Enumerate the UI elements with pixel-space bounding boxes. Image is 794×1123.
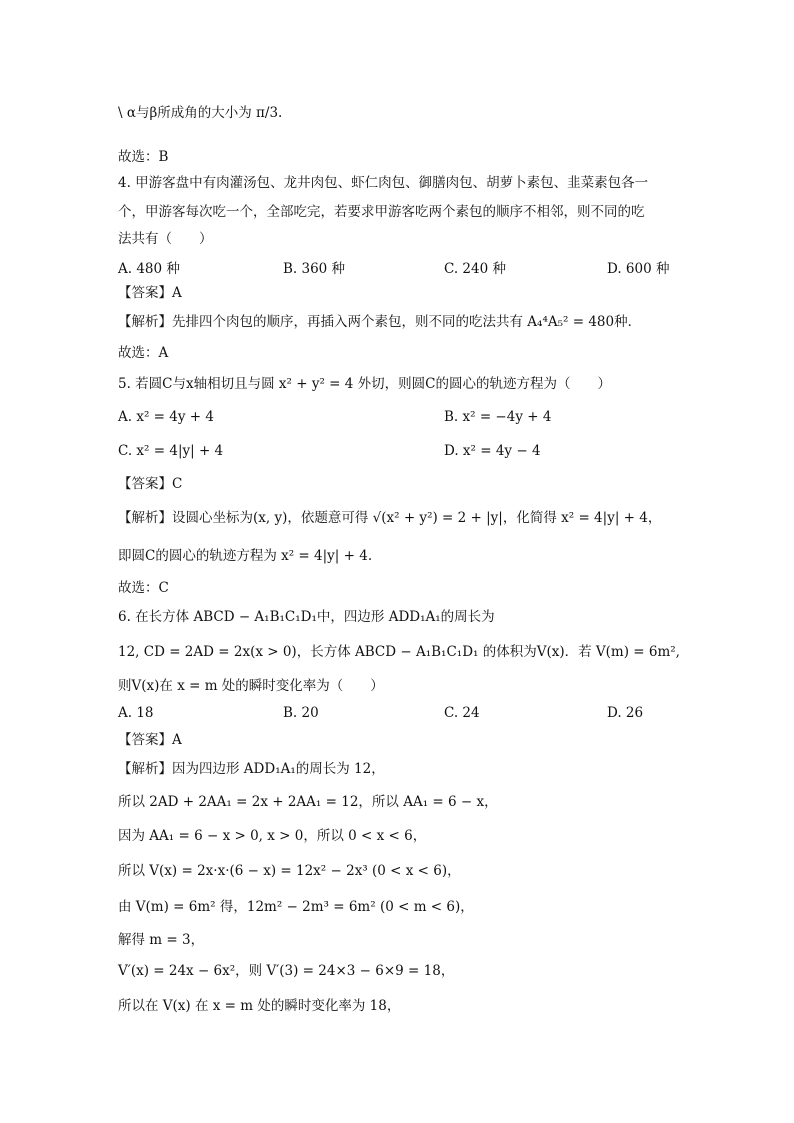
analysis-line: 【解析】设圆心坐标为(x, y)，依题意可得 √(x² + y²) = 2 + |y|，化简得 x² = 4|y| + 4， [118, 510, 662, 526]
text-line: 故选：A [118, 345, 169, 361]
option-d: D. 26 [607, 705, 644, 721]
text-line: \ α与β所成角的大小为 π/3. [118, 105, 283, 121]
answer-line: 【答案】A [118, 285, 182, 301]
analysis-line: 所以 2AD + 2AA₁ = 2x + 2AA₁ = 12，所以 AA₁ = 6 − x， [118, 794, 498, 810]
question-4-stem: 个，甲游客每次吃一个，全部吃完，若要求甲游客吃两个素包的顺序不相邻，则不同的吃 [118, 204, 645, 220]
option-a: A. x² = 4y + 4 [118, 409, 214, 425]
question-5-stem: 5. 若圆C与x轴相切且与圆 x² + y² = 4 外切，则圆C的圆心的轨迹方程为（ ） [118, 376, 611, 392]
option-d: D. x² = 4y − 4 [444, 443, 541, 459]
text-line: 故选：B [118, 149, 169, 165]
option-c: C. x² = 4|y| + 4 [118, 443, 224, 459]
option-c: C. 240 种 [444, 261, 506, 277]
option-d: D. 600 种 [607, 261, 670, 277]
question-4-stem: 4. 甲游客盘中有肉灌汤包、龙井肉包、虾仁肉包、御膳肉包、胡萝卜素包、韭菜素包各一 [118, 175, 649, 191]
analysis-line: 即圆C的圆心的轨迹方程为 x² = 4|y| + 4. [118, 548, 373, 564]
option-b: B. 360 种 [283, 261, 346, 277]
option-b: B. x² = −4y + 4 [444, 409, 552, 425]
question-6-stem: 12, CD = 2AD = 2x(x > 0)，长方体 ABCD − A₁B₁C₁D₁ 的体积为V(x)．若 V(m) = 6m², [118, 644, 680, 660]
question-4-stem: 法共有（ ） [118, 231, 213, 247]
analysis-line: 解得 m = 3， [118, 932, 205, 948]
option-c: C. 24 [444, 705, 480, 721]
answer-line: 【答案】C [118, 476, 183, 492]
analysis-line: V′(x) = 24x − 6x²，则 V′(3) = 24×3 − 6×9 = 18， [118, 963, 455, 979]
option-a: A. 480 种 [118, 261, 180, 277]
question-6-stem: 6. 在长方体 ABCD − A₁B₁C₁D₁中，四边形 ADD₁A₁的周长为 [118, 609, 495, 625]
analysis-line: 所以 V(x) = 2x·x·(6 − x) = 12x² − 2x³ (0 < x < 6)， [118, 863, 461, 879]
option-a: A. 18 [118, 705, 154, 721]
answer-line: 【答案】A [118, 732, 182, 748]
analysis-line: 【解析】先排四个肉包的顺序，再插入两个素包，则不同的吃法共有 A₄⁴A₅² = 480种． [118, 314, 642, 330]
option-b: B. 20 [283, 705, 319, 721]
analysis-line: 【解析】因为四边形 ADD₁A₁的周长为 12， [118, 761, 385, 777]
analysis-line: 所以在 V(x) 在 x = m 处的瞬时变化率为 18， [118, 998, 401, 1014]
analysis-line: 由 V(m) = 6m² 得，12m² − 2m³ = 6m² (0 < m < 6)， [118, 899, 474, 915]
question-6-stem: 则V(x)在 x = m 处的瞬时变化率为（ ） [118, 678, 384, 694]
analysis-line: 因为 AA₁ = 6 − x > 0, x > 0，所以 0 < x < 6， [118, 828, 427, 844]
text-line: 故选：C [118, 580, 169, 596]
